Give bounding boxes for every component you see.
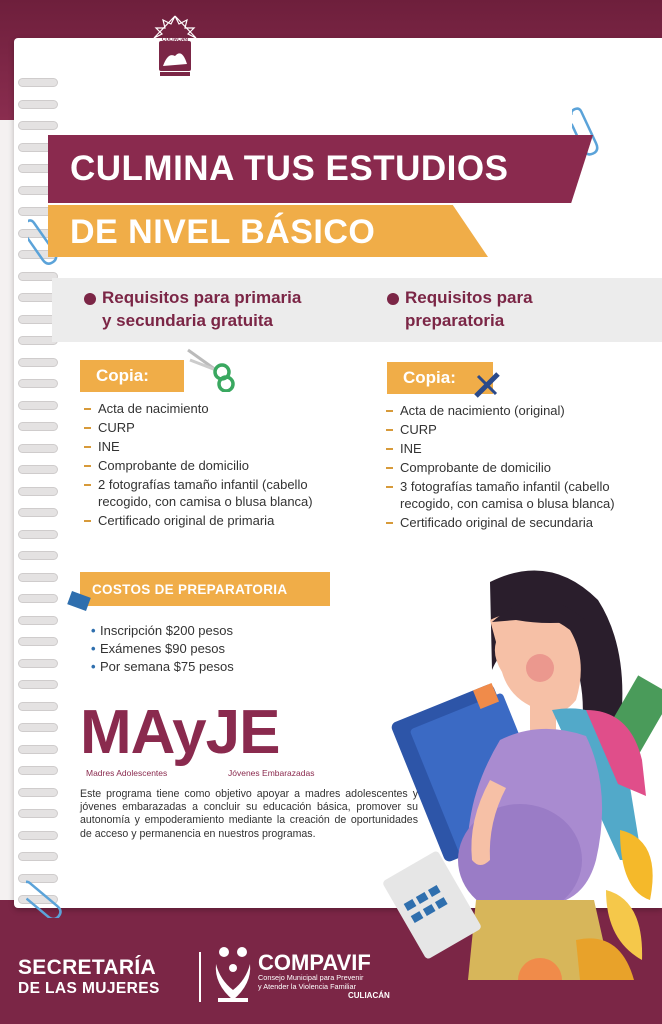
capital-line1: CAPITAL bbox=[382, 40, 497, 70]
pregnant-woman-illustration bbox=[380, 560, 662, 980]
notebook-ring bbox=[18, 852, 58, 861]
costs-list bbox=[92, 622, 234, 676]
left-copia-tag: Copia: bbox=[80, 360, 184, 392]
culiacan-crest-icon bbox=[150, 14, 200, 88]
notebook-ring bbox=[18, 573, 58, 582]
mayje-subtitle-right: Jóvenes Embarazadas bbox=[228, 768, 315, 778]
list-item: • Exámenes $90 pesos bbox=[92, 640, 234, 658]
scissors-icon bbox=[186, 346, 238, 392]
notebook-ring bbox=[18, 723, 58, 732]
notebook-ring bbox=[18, 508, 58, 517]
pencil-icon bbox=[472, 370, 502, 400]
notebook-ring bbox=[18, 702, 58, 711]
notebook-ring bbox=[18, 465, 58, 474]
notebook-ring bbox=[18, 766, 58, 775]
ayuntamiento-line1: AYUNTAMIENTO DE bbox=[212, 40, 360, 57]
program-description: Este programa tiene como objetivo apoyar a madres adolescentes y jóvenes embarazadas a concluir su educación básica, promover su autonomía y empoderamiento mediante la creación de oportunidades de acceso y permanencia en nuestros programas. bbox=[80, 788, 418, 840]
compavif-name: COMPAVIF bbox=[258, 950, 371, 975]
notebook-ring bbox=[18, 422, 58, 431]
header bbox=[0, 0, 662, 110]
right-copia-tag: Copia: bbox=[387, 362, 493, 394]
list-item: Certificado original de primaria bbox=[84, 512, 324, 529]
right-requirements-list bbox=[386, 402, 648, 533]
list-item: Acta de nacimiento (original) bbox=[386, 402, 648, 419]
capital-line2: DE BIENESTAR bbox=[382, 68, 498, 85]
paperclip-icon bbox=[26, 868, 76, 918]
notebook-ring bbox=[18, 121, 58, 130]
notebook-ring bbox=[18, 809, 58, 818]
notebook-ring bbox=[18, 551, 58, 560]
notebook-ring bbox=[18, 616, 58, 625]
notebook-ring bbox=[18, 788, 58, 797]
title-line2: DE NIVEL BÁSICO bbox=[70, 213, 376, 251]
notebook-ring bbox=[18, 680, 58, 689]
right-requirements-title bbox=[405, 286, 533, 332]
list-item: CURP bbox=[84, 419, 324, 436]
left-requirements-title bbox=[102, 286, 301, 332]
left-req-title-line1: Requisitos para primaria bbox=[102, 288, 302, 307]
compavif-city: CULIACÁN bbox=[348, 991, 390, 1000]
list-item: Comprobante de domicilio bbox=[386, 459, 648, 476]
list-item: 3 fotografías tamaño infantil (cabello recogido, con camisa o blusa blanca) bbox=[386, 478, 648, 512]
list-item: Comprobante de domicilio bbox=[84, 457, 324, 474]
notebook-ring bbox=[18, 401, 58, 410]
notebook-ring bbox=[18, 358, 58, 367]
list-item: CURP bbox=[386, 421, 648, 438]
notebook-ring bbox=[18, 444, 58, 453]
compavif-description-line2: y Atender la Violencia Familiar bbox=[258, 982, 357, 991]
secretaria-line2: DE LAS MUJERES bbox=[18, 980, 160, 997]
compavif-logo-icon bbox=[212, 944, 254, 1006]
right-req-title-line2: preparatoria bbox=[405, 311, 505, 330]
header-divider bbox=[369, 44, 371, 86]
notebook-ring bbox=[18, 745, 58, 754]
crest-bottom-label: MDRNLDE bbox=[165, 80, 185, 85]
eraser-icon bbox=[66, 590, 92, 614]
left-req-title-line2: y secundaria gratuita bbox=[102, 311, 274, 330]
list-item: • Inscripción $200 pesos bbox=[92, 622, 234, 640]
title-line1: CULMINA TUS ESTUDIOS bbox=[70, 149, 509, 188]
notebook-ring bbox=[18, 487, 58, 496]
notebook-ring bbox=[18, 379, 58, 388]
notebook-ring bbox=[18, 594, 58, 603]
mayje-logo: MAyJE bbox=[80, 698, 280, 767]
compavif-description-line1: Consejo Municipal para Prevenir bbox=[258, 973, 364, 982]
list-item: Certificado original de secundaria bbox=[386, 514, 648, 531]
bullet-dot-icon bbox=[387, 293, 399, 305]
notebook-ring bbox=[18, 530, 58, 539]
notebook-ring bbox=[18, 637, 58, 646]
list-item: 2 fotografías tamaño infantil (cabello recogido, con camisa o blusa blanca) bbox=[84, 476, 324, 510]
list-item: INE bbox=[386, 440, 648, 457]
footer-divider bbox=[199, 952, 201, 1002]
mayje-subtitle-left: Madres Adolescentes bbox=[86, 768, 168, 778]
bullet-dot-icon bbox=[84, 293, 96, 305]
ayuntamiento-line2: CULIACÁN bbox=[212, 56, 342, 83]
notebook-ring bbox=[18, 831, 58, 840]
left-requirements-list bbox=[84, 400, 324, 531]
list-item: INE bbox=[84, 438, 324, 455]
crest-label: CULIACÁN bbox=[161, 37, 189, 43]
list-item: Acta de nacimiento bbox=[84, 400, 324, 417]
list-item: • Por semana $75 pesos bbox=[92, 658, 234, 676]
secretaria-line1: SECRETARÍA bbox=[18, 956, 156, 979]
costs-title: COSTOS DE PREPARATORIA bbox=[80, 572, 330, 606]
right-req-title-line1: Requisitos para bbox=[405, 288, 533, 307]
notebook-ring bbox=[18, 659, 58, 668]
